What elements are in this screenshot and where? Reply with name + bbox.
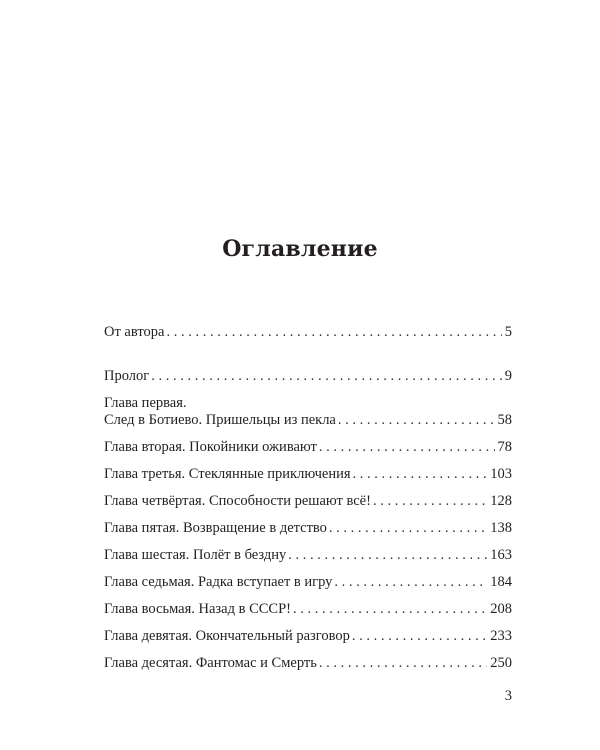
dot-leader — [334, 573, 487, 591]
dot-leader — [288, 546, 487, 564]
toc-entry-chapter-1-heading: Глава первая. — [104, 395, 187, 411]
dot-leader — [151, 367, 502, 385]
toc-entry-chapter-9 — [104, 627, 512, 645]
toc-entry-title: Глава седьмая. Радка вступает в игру — [104, 574, 333, 590]
toc-entry-title: Глава третья. Стеклянные приключения — [104, 466, 351, 482]
page-number: 3 — [504, 688, 512, 704]
toc-entry-title: Пролог — [104, 368, 150, 384]
dot-leader — [329, 519, 487, 537]
toc-entry-chapter-8 — [104, 600, 512, 618]
toc-entry-chapter-1 — [104, 411, 512, 429]
dot-leader — [319, 654, 487, 672]
toc-entry-page: 103 — [490, 466, 512, 482]
toc-entry-chapter-4 — [104, 492, 512, 510]
toc-entry-page: 128 — [490, 493, 512, 509]
toc-entry-chapter-2 — [104, 438, 512, 456]
toc-entry-page: 250 — [490, 655, 512, 671]
toc-entry-chapter-6 — [104, 546, 512, 564]
toc-entry-title: Глава десятая. Фантомас и Смерть — [104, 655, 317, 671]
dot-leader — [338, 411, 495, 429]
toc-entry-page: 208 — [490, 601, 512, 617]
toc-entry-title: Глава восьмая. Назад в СССР! — [104, 601, 291, 617]
dot-leader — [293, 600, 487, 618]
dot-leader — [166, 323, 501, 341]
toc-entry-page: 233 — [490, 628, 512, 644]
toc-entry-author — [104, 323, 512, 341]
toc-entry-page: 78 — [497, 439, 512, 455]
toc-entry-chapter-5 — [104, 519, 512, 537]
toc-entry-chapter-7 — [104, 573, 512, 591]
dot-leader — [353, 465, 488, 483]
toc-entry-title: Глава четвёртая. Способности решают всё! — [104, 493, 371, 509]
toc-entry-page: 9 — [504, 368, 512, 384]
dot-leader — [373, 492, 487, 510]
toc-entry-chapter-10 — [104, 654, 512, 672]
toc-entry-page: 184 — [490, 574, 512, 590]
toc-entry-title: Глава вторая. Покойники оживают — [104, 439, 317, 455]
toc-entry-page: 58 — [497, 412, 512, 428]
toc-entry-title: Глава шестая. Полёт в бездну — [104, 547, 287, 563]
toc-entry-page: 138 — [490, 520, 512, 536]
dot-leader — [319, 438, 495, 456]
toc-entry-chapter-3 — [104, 465, 512, 483]
toc-entry-title: От автора — [104, 324, 165, 340]
toc-entry-prologue — [104, 367, 512, 385]
toc-entry-title: Глава пятая. Возвращение в детство — [104, 520, 327, 536]
toc-entry-page: 163 — [490, 547, 512, 563]
toc-entry-title: Глава девятая. Окончательный разговор — [104, 628, 350, 644]
dot-leader — [352, 627, 487, 645]
toc-entry-page: 5 — [504, 324, 512, 340]
toc-entry-title: След в Ботиево. Пришельцы из пекла — [104, 412, 336, 428]
page-title: Оглавление — [222, 236, 378, 262]
